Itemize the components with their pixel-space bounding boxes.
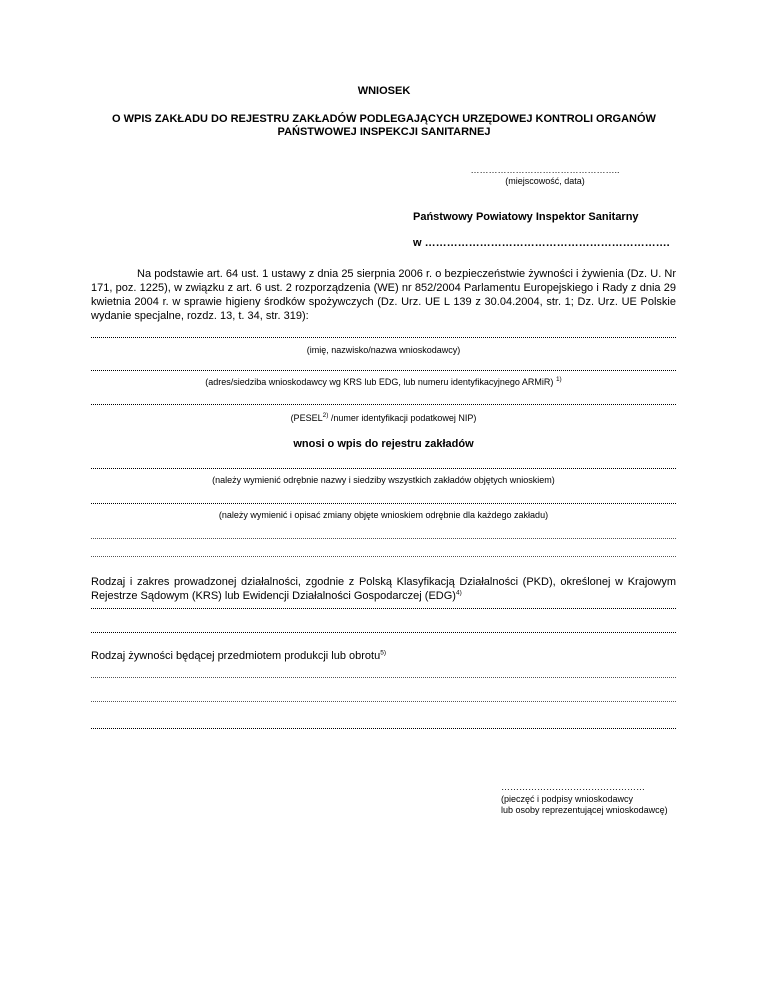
footnote-ref-4: 4) [455,589,462,597]
changes-extra-line-2 [91,556,676,557]
applicant-address-caption [91,377,676,388]
place-date-caption: (miejscowość, data) [505,176,585,186]
activity-label [91,575,676,603]
addressee-title: Państwowy Powiatowy Inspektor Sanitarny [413,211,639,223]
request-heading: wnosi o wpis do rejestru zakładów [293,438,474,450]
applicant-address-line [91,370,676,371]
activity-line-1 [91,608,676,609]
applicant-name-caption: (imię, nazwisko/nazwa wnioskodawcy) [306,345,461,355]
addressee-location: w …………………………………………………………. [413,237,670,249]
changes-line [91,503,676,504]
document-subtitle-line1: O WPIS ZAKŁADU DO REJESTRU ZAKŁADÓW PODLEGAJĄCYCH URZĘDOWEJ KONTROLI ORGANÓW [112,113,656,125]
signature-caption-line1: (pieczęć i podpisy wnioskodawcy [501,794,634,804]
establishments-line [91,468,676,469]
food-line-1 [91,677,676,678]
signature-dots: ………………………………………… [501,782,645,792]
applicant-pesel-caption [91,413,676,424]
signature-caption-line2: lub osoby reprezentującej wnioskodawcę) [501,805,668,815]
activity-text: Rodzaj i zakres prowadzonej działalności, zgodnie z Polską Klasyfikacją Działalności (PKD), określonej w Krajowym Rejestrze Sądowym (KRS) lub Ewidencji Działalności Gospodarczej (EDG) [91,576,676,602]
food-label [91,649,386,663]
changes-extra-line-1 [91,538,676,539]
footnote-ref-5: 5) [380,649,386,657]
address-caption-text: (adres/siedziba wnioskodawcy wg KRS lub EDG, lub numeru identyfikacyjnego ARMiR) [205,377,554,387]
footnote-ref-1: 1) [555,376,562,383]
changes-caption: (należy wymienić i opisać zmiany objęte wnioskiem odrębnie dla każdego zakładu) [218,510,549,520]
pesel-caption-text: (PESEL [290,413,323,423]
place-date-dots: ………………………………………….. [470,165,620,175]
activity-line-2 [91,632,676,633]
food-line-2 [91,701,676,702]
establishments-caption: (należy wymienić odrębnie nazwy i siedziby wszystkich zakładów objętych wnioskiem) [212,475,555,485]
applicant-name-line [91,337,676,338]
nip-caption-text: /numer identyfikacji podatkowej NIP) [328,413,477,423]
applicant-pesel-line [91,404,676,405]
legal-basis-paragraph: Na podstawie art. 64 ust. 1 ustawy z dnia 25 sierpnia 2006 r. o bezpieczeństwie żywności i żywienia (Dz. U. Nr 171, poz. 1225), w związku z art. 6 ust. 2 rozporządzenia (WE) nr 852/2004 Parlamentu Europejskiego i Rady z dnia 29 kwietnia 2004 r. w sprawie higieny środków spożywczych (Dz. Urz. UE L 139 z 30.04.2004, str. 1; Dz. Urz. UE Polskie wydanie specjalne, rozdz. 13, t. 34, str. 319): [91,268,676,322]
food-line-3 [91,728,676,729]
food-text: Rodzaj żywności będącej przedmiotem produkcji lub obrotu [91,650,381,662]
footnote-ref-2: 2) [322,412,329,419]
document-title: WNIOSEK [357,85,411,97]
document-subtitle-line2: PAŃSTWOWEJ INSPEKCJI SANITARNEJ [277,126,491,138]
